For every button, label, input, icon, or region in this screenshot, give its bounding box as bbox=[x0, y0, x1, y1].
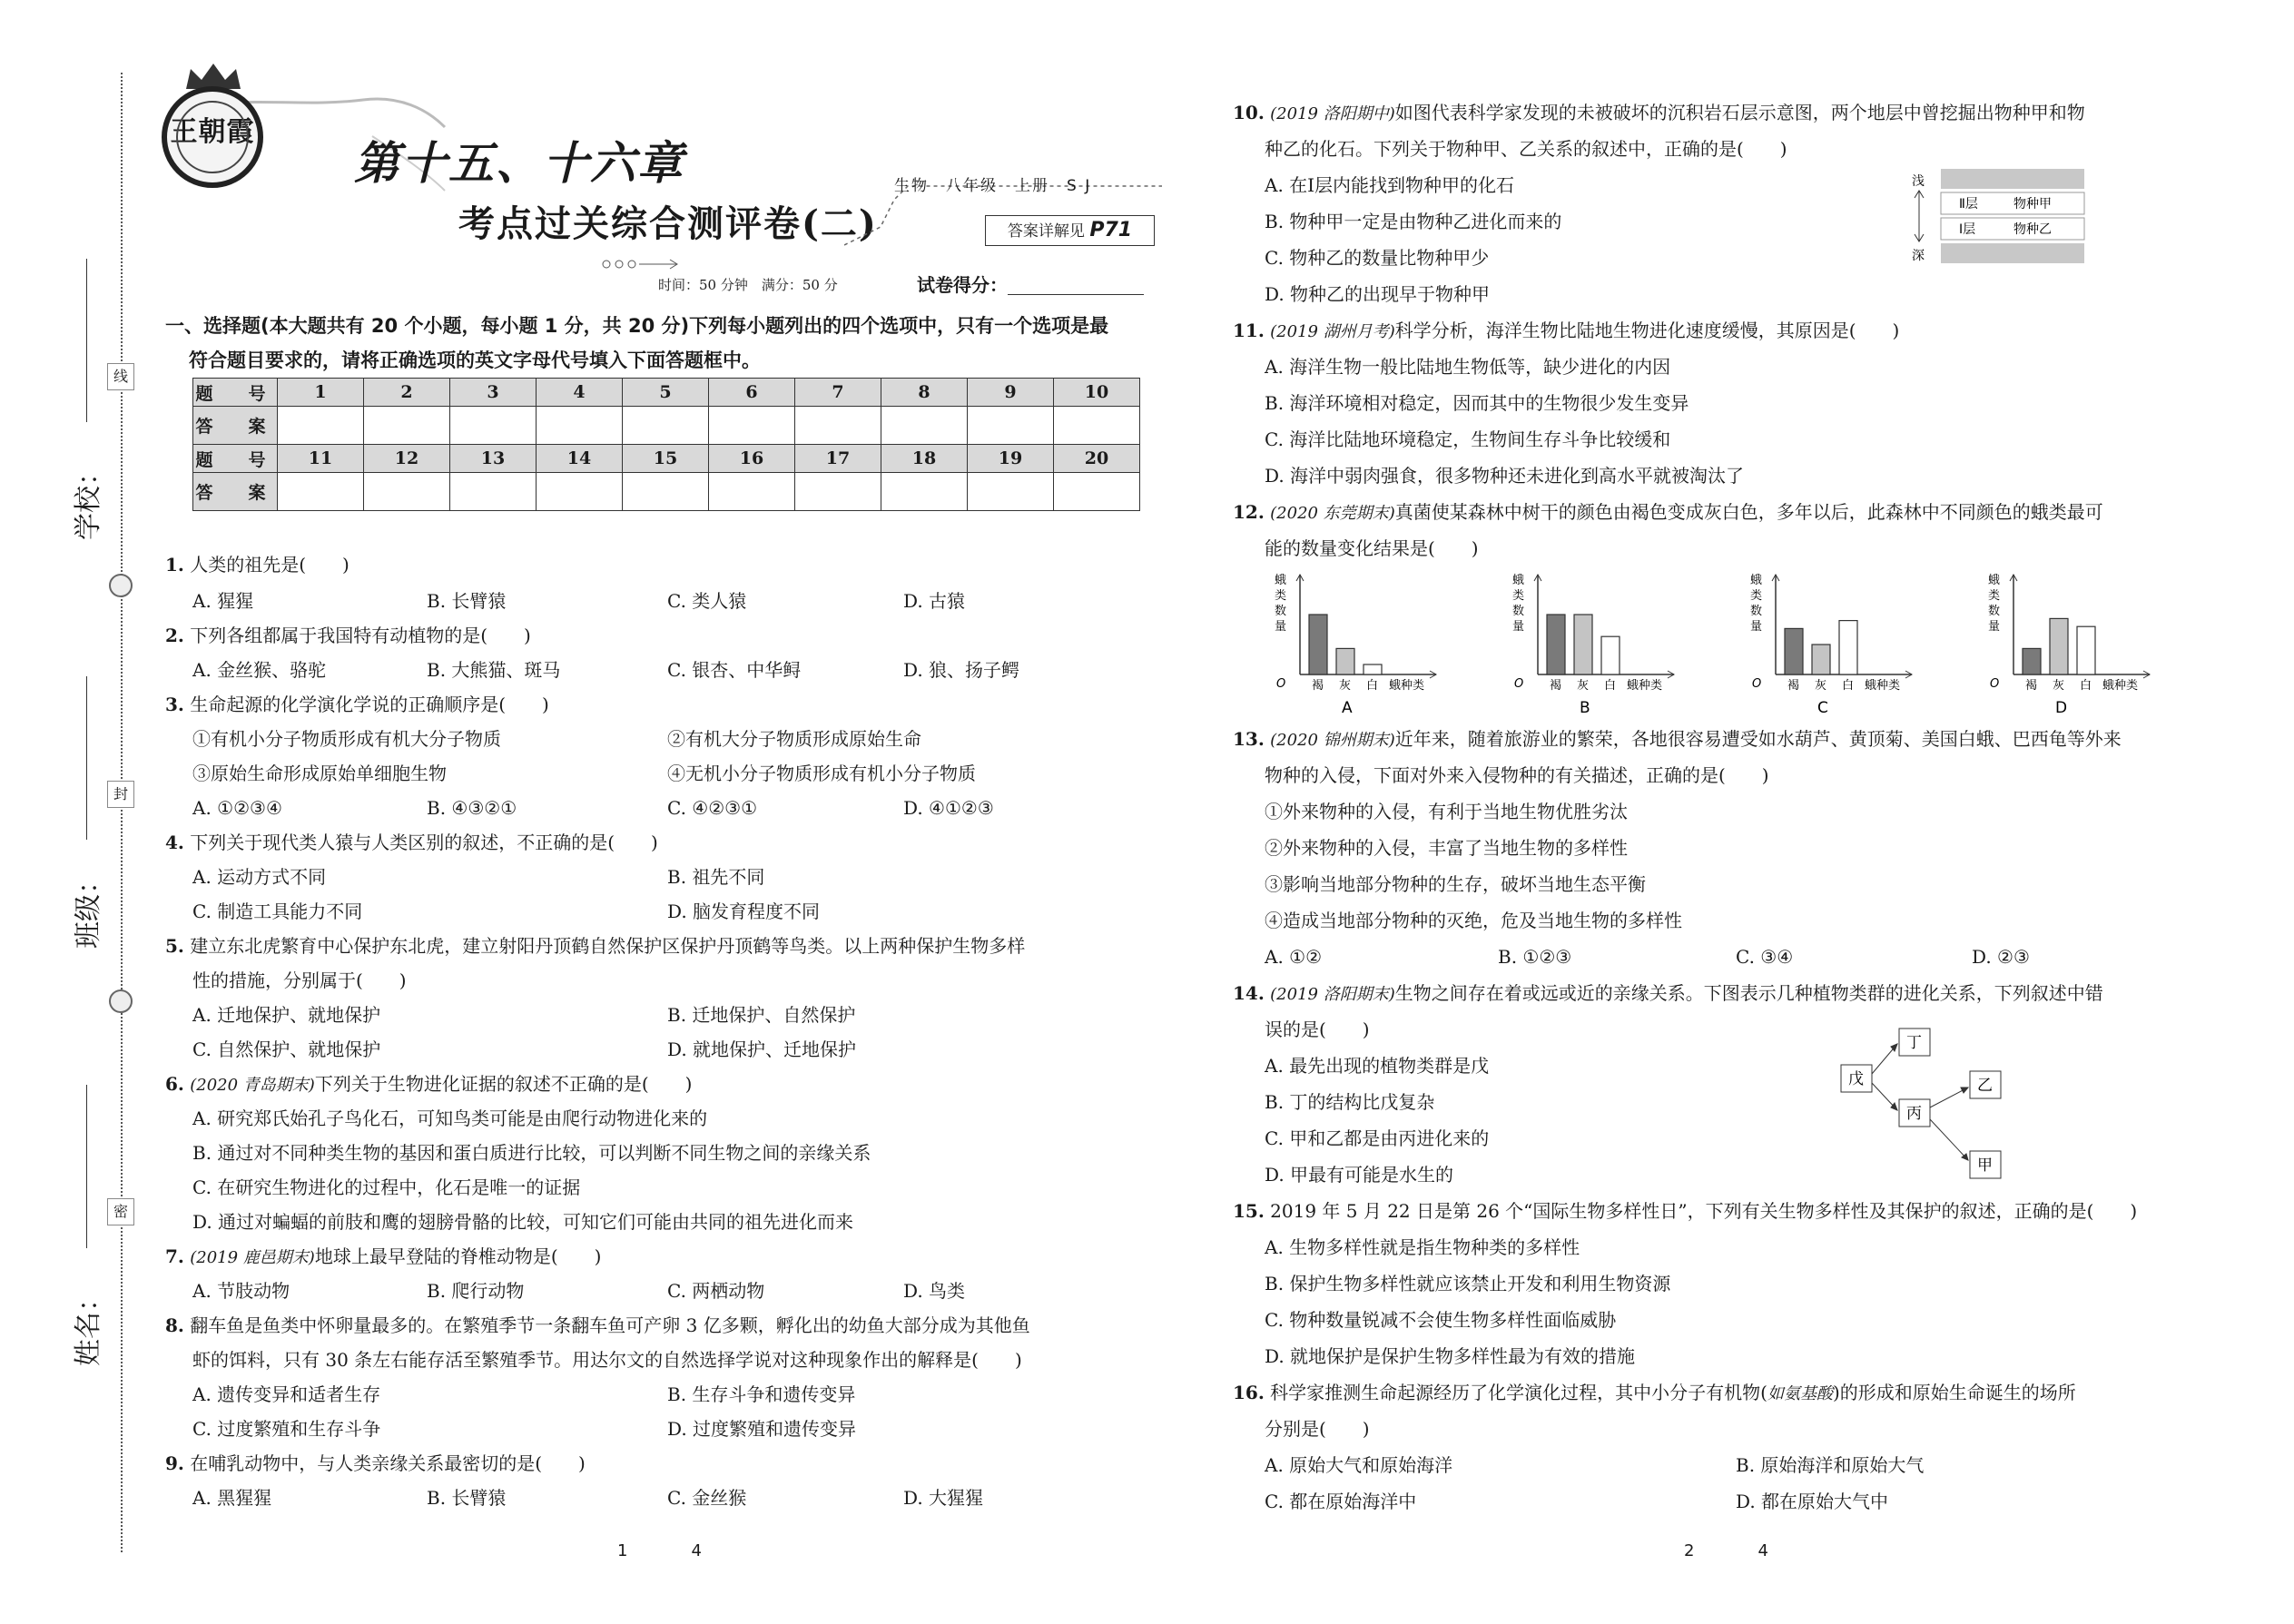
answer-cell[interactable] bbox=[364, 407, 450, 445]
y-axis-label-char: 量 bbox=[1512, 620, 1525, 634]
answer-cell[interactable] bbox=[278, 473, 364, 511]
option[interactable]: A. 原始大气和原始海洋 bbox=[1265, 1454, 1453, 1476]
y-axis-label-char: 数 bbox=[1512, 605, 1525, 618]
x-tick-label: 褐 bbox=[1787, 679, 1800, 693]
x-tick-label: 灰 bbox=[1339, 679, 1352, 693]
question-4 bbox=[165, 830, 658, 855]
question-stem: 地球上最早登陆的脊椎动物是( ) bbox=[314, 1245, 602, 1267]
section-instructions bbox=[165, 309, 1164, 378]
question-stem-cont: 虾的饵料，只有 30 条左右能存活至繁殖季节。用达尔文的自然选择学说对这种现象作出的解释是( ) bbox=[192, 1349, 1022, 1371]
y-axis-label-char: 量 bbox=[1750, 620, 1763, 634]
option[interactable]: D. 就地保护、迁地保护 bbox=[667, 1038, 857, 1060]
question-stem-italic: 如氨基酸 bbox=[1767, 1384, 1833, 1403]
q-number: 19 bbox=[968, 445, 1054, 473]
option[interactable]: D. 通过对蝙蝠的前肢和鹰的翅膀骨骼的比较，可知它们可能由共同的祖先进化而来 bbox=[192, 1211, 854, 1233]
x-axis-label: 蛾种类 bbox=[2102, 679, 2139, 693]
question-number: 16. bbox=[1233, 1382, 1265, 1403]
option[interactable]: A. 遗传变异和适者生存 bbox=[192, 1383, 381, 1405]
question-stem-cont: 分别是( ) bbox=[1265, 1418, 1370, 1440]
option[interactable]: D. 甲最有可能是水生的 bbox=[1265, 1164, 1454, 1186]
question-stem: 在哺乳动物中，与人类亲缘关系最密切的是( ) bbox=[190, 1452, 586, 1474]
option[interactable]: D. 狼、扬子鳄 bbox=[903, 659, 1020, 681]
answer-cell[interactable] bbox=[450, 407, 537, 445]
question-number: 8. bbox=[165, 1314, 184, 1336]
question-source: (2019 洛阳期末) bbox=[1270, 985, 1395, 1004]
option[interactable]: A. ①②③④ bbox=[192, 797, 282, 819]
question-source: (2020 锦州期末) bbox=[1270, 731, 1395, 750]
statement: ①有机小分子物质形成有机大分子物质 bbox=[192, 728, 501, 750]
answer-cell[interactable] bbox=[623, 407, 709, 445]
option[interactable]: B. 迁地保护、自然保护 bbox=[667, 1004, 856, 1026]
node-jia-label: 甲 bbox=[1977, 1156, 1993, 1175]
question-15 bbox=[1233, 1198, 2137, 1224]
binding-char-xian: 线 bbox=[107, 363, 134, 390]
x-tick-label: 白 bbox=[2080, 679, 2092, 693]
option[interactable]: D. 物种乙的出现早于物种甲 bbox=[1265, 283, 1491, 305]
binding-dotted-line bbox=[121, 73, 123, 1552]
question-number: 6. bbox=[165, 1073, 184, 1095]
subject-tagline: 生物 八年级 上册 S J bbox=[894, 177, 1092, 195]
x-axis-label: 蛾种类 bbox=[1389, 679, 1425, 693]
brand-logo bbox=[162, 86, 263, 188]
panel-label: B bbox=[1580, 699, 1590, 717]
option[interactable]: A. 最先出现的植物类群是戊 bbox=[1265, 1055, 1490, 1077]
question-stem: 科学家推测生命起源经历了化学演化过程，其中小分子有机物( bbox=[1270, 1382, 1767, 1403]
option[interactable]: A. 运动方式不同 bbox=[192, 866, 327, 888]
x-tick-label: 褐 bbox=[1312, 679, 1324, 693]
binding-hole-2 bbox=[109, 989, 133, 1013]
q-number: 3 bbox=[450, 379, 537, 407]
question-number: 4. bbox=[165, 832, 184, 853]
instructions-line-1: 一、选择题(本大题共有 20 个小题，每小题 1 分，共 20 分)下列每小题列出的四个选项中，只有一个选项是最 bbox=[165, 315, 1109, 337]
question-number: 12. bbox=[1233, 501, 1265, 523]
x-tick-label: 褐 bbox=[1550, 679, 1562, 693]
depth-arrow-icon bbox=[1915, 191, 1924, 241]
answer-cell[interactable] bbox=[1054, 407, 1140, 445]
option[interactable]: C. 在研究生物进化的过程中，化石是唯一的证据 bbox=[192, 1176, 581, 1198]
question-stem-cont: 种乙的化石。下列关于物种甲、乙关系的叙述中，正确的是( ) bbox=[1265, 138, 1787, 160]
question-stem-cont: 误的是( ) bbox=[1265, 1019, 1370, 1040]
panel-label: D bbox=[2055, 699, 2068, 717]
option[interactable]: B. 海洋环境相对稳定，因而其中的生物很少发生变异 bbox=[1265, 392, 1689, 414]
bar-灰 bbox=[1574, 615, 1592, 674]
x-tick-label: 白 bbox=[1366, 679, 1379, 693]
option[interactable]: B. ①②③ bbox=[1498, 946, 1572, 968]
question-6 bbox=[165, 1071, 692, 1098]
option[interactable]: B. 原始海洋和原始大气 bbox=[1736, 1454, 1925, 1476]
q-number: 8 bbox=[881, 379, 968, 407]
bar-白 bbox=[1839, 621, 1857, 674]
x-axis-label: 蛾种类 bbox=[1865, 679, 1901, 693]
q-number: 9 bbox=[968, 379, 1054, 407]
class-write-line bbox=[86, 676, 87, 840]
question-14 bbox=[1233, 980, 2103, 1008]
question-number: 10. bbox=[1233, 102, 1265, 123]
question-10 bbox=[1233, 100, 2085, 127]
answer-cell[interactable] bbox=[881, 407, 968, 445]
y-axis-label-char: 蛾 bbox=[1275, 574, 1287, 587]
statement: ③影响当地部分物种的生存，破坏当地生态平衡 bbox=[1265, 873, 1646, 895]
x-tick-label: 白 bbox=[1842, 679, 1855, 693]
top-layer bbox=[1941, 169, 2084, 189]
question-stem: 2019 年 5 月 22 日是第 26 个“国际生物多样性日”，下列有关生物多样性及其保护的叙述，正确的是( ) bbox=[1270, 1200, 2138, 1222]
name-write-line bbox=[86, 1085, 87, 1248]
option[interactable]: C. ③④ bbox=[1736, 946, 1794, 968]
q-number: 16 bbox=[709, 445, 795, 473]
option[interactable]: C. 自然保护、就地保护 bbox=[192, 1038, 381, 1060]
option[interactable]: A. 金丝猴、骆驼 bbox=[192, 659, 327, 681]
option[interactable]: C. 银杏、中华鲟 bbox=[667, 659, 802, 681]
option[interactable]: C. 海洋比陆地环境稳定，生物间生存斗争比较缓和 bbox=[1265, 428, 1671, 450]
option[interactable]: D. 过度繁殖和遗传变异 bbox=[667, 1418, 857, 1440]
question-source: (2020 青岛期末) bbox=[190, 1076, 315, 1095]
option[interactable]: D. ②③ bbox=[1972, 946, 2030, 968]
question-stem: 下列关于生物进化证据的叙述不正确的是( ) bbox=[314, 1073, 693, 1095]
question-12 bbox=[1233, 499, 2103, 527]
option[interactable]: C. 物种乙的数量比物种甲少 bbox=[1265, 247, 1490, 269]
question-stem: 生命起源的化学演化学说的正确顺序是( ) bbox=[190, 694, 549, 715]
question-number: 9. bbox=[165, 1452, 184, 1474]
answer-header: 答 案 bbox=[193, 473, 278, 511]
answer-cell[interactable] bbox=[881, 473, 968, 511]
option[interactable]: C. 物种数量锐减不会使生物多样性面临威胁 bbox=[1265, 1309, 1617, 1331]
y-axis-label-char: 类 bbox=[1275, 589, 1287, 603]
y-axis-label-char: 蛾 bbox=[1750, 574, 1763, 587]
question-number: 11. bbox=[1233, 320, 1265, 341]
statement: ④无机小分子物质形成有机小分子物质 bbox=[667, 763, 976, 784]
y-axis-label-char: 量 bbox=[1988, 620, 2001, 634]
x-axis-label: 蛾种类 bbox=[1627, 679, 1663, 693]
option[interactable]: B. 物种甲一定是由物种乙进化而来的 bbox=[1265, 211, 1562, 232]
question-number: 13. bbox=[1233, 728, 1265, 750]
instructions-line-2: 符合题目要求的，请将正确选项的英文字母代号填入下面答题框中。 bbox=[189, 349, 761, 371]
species-a-label: 物种甲 bbox=[2013, 197, 2052, 212]
option[interactable]: B. ④③②① bbox=[427, 797, 517, 819]
bar-灰 bbox=[1812, 645, 1830, 674]
question-7 bbox=[165, 1244, 601, 1271]
question-stem: 建立东北虎繁育中心保护东北虎，建立射阳丹顶鹤自然保护区保护丹顶鹤等鸟类。以上两种保护生物多样 bbox=[190, 935, 1026, 957]
bar-白 bbox=[1601, 636, 1620, 674]
option[interactable]: B. 长臂猿 bbox=[427, 590, 507, 612]
option[interactable]: C. 两栖动物 bbox=[667, 1280, 765, 1302]
binding-char-feng: 封 bbox=[107, 781, 134, 808]
q-number-header: 题 号 bbox=[193, 379, 278, 407]
x-tick-label: 白 bbox=[1604, 679, 1617, 693]
answer-cell[interactable] bbox=[795, 473, 881, 511]
question-number: 2. bbox=[165, 625, 184, 646]
question-3 bbox=[165, 692, 549, 717]
plant-evolution-tree bbox=[1834, 1024, 2043, 1187]
question-number: 15. bbox=[1233, 1200, 1265, 1222]
question-stem-end: )的形成和原始生命诞生的场所 bbox=[1832, 1382, 2076, 1403]
answer-cell[interactable] bbox=[278, 407, 364, 445]
q-number: 18 bbox=[881, 445, 968, 473]
y-axis-label-char: 数 bbox=[1275, 605, 1287, 618]
bottom-layer bbox=[1941, 243, 2084, 263]
y-axis-label-char: 蛾 bbox=[1988, 574, 2001, 587]
answer-cell[interactable] bbox=[364, 473, 450, 511]
option[interactable]: D. 大猩猩 bbox=[903, 1487, 984, 1509]
question-stem-cont: 物种的入侵，下面对外来入侵物种的有关描述，正确的是( ) bbox=[1265, 764, 1769, 786]
statement: ④造成当地部分物种的灭绝，危及当地生物的多样性 bbox=[1265, 910, 1682, 931]
question-9 bbox=[165, 1451, 586, 1476]
chapter-title: 第十五、十六章 bbox=[354, 137, 684, 190]
q-number: 13 bbox=[450, 445, 537, 473]
rock-strata-diagram bbox=[1905, 165, 2086, 272]
score-field[interactable] bbox=[917, 271, 1144, 297]
option[interactable]: D. 脑发育程度不同 bbox=[667, 901, 821, 922]
binding-char-mi: 密 bbox=[107, 1198, 134, 1225]
node-yi-label: 乙 bbox=[1977, 1077, 1993, 1095]
question-number: 3. bbox=[165, 694, 184, 715]
q-number: 20 bbox=[1054, 445, 1140, 473]
answer-ref-prefix: 答案详解见 bbox=[1007, 222, 1085, 241]
option[interactable]: B. 长臂猿 bbox=[427, 1487, 507, 1509]
q-number: 14 bbox=[537, 445, 623, 473]
school-label: 学校： bbox=[73, 458, 104, 540]
question-source: (2019 鹿邑期末) bbox=[190, 1248, 315, 1267]
page-number-right: 2 4 bbox=[1684, 1541, 1768, 1560]
option[interactable]: A. ①② bbox=[1265, 946, 1323, 968]
layer1-label: Ⅰ层 bbox=[1959, 222, 1976, 237]
q-number: 12 bbox=[364, 445, 450, 473]
bar-褐 bbox=[1785, 628, 1803, 674]
option[interactable]: A. 海洋生物一般比陆地生物低等，缺少进化的内因 bbox=[1265, 356, 1671, 378]
bar-灰 bbox=[2050, 618, 2068, 674]
y-axis-label-char: 量 bbox=[1275, 620, 1287, 634]
answer-cell[interactable] bbox=[709, 407, 795, 445]
dot-arrow-decoration bbox=[599, 258, 681, 271]
question-stem: 生物之间存在着或远或近的亲缘关系。下图表示几种植物类群的进化关系，下列叙述中错 bbox=[1394, 982, 2103, 1004]
x-tick-label: 灰 bbox=[2053, 679, 2065, 693]
q-number: 10 bbox=[1054, 379, 1140, 407]
q-number: 5 bbox=[623, 379, 709, 407]
class-label: 班级： bbox=[73, 867, 104, 949]
question-stem: 真菌使某森林中树干的颜色由褐色变成灰白色，多年以后，此森林中不同颜色的蛾类最可 bbox=[1394, 501, 2103, 523]
x-tick-label: 褐 bbox=[2025, 679, 2038, 693]
question-stem: 科学分析，海洋生物比陆地生物进化速度缓慢，其原因是( ) bbox=[1394, 320, 1900, 341]
option[interactable]: B. 生存斗争和遗传变异 bbox=[667, 1383, 856, 1405]
name-label: 姓名： bbox=[73, 1284, 104, 1366]
bar-白 bbox=[1364, 664, 1382, 674]
bar-褐 bbox=[1547, 615, 1565, 674]
option[interactable]: B. 保护生物多样性就应该禁止开发和利用生物资源 bbox=[1265, 1273, 1671, 1294]
question-2 bbox=[165, 623, 531, 648]
option[interactable]: D. 古猿 bbox=[903, 590, 966, 612]
option[interactable]: B. 祖先不同 bbox=[667, 866, 765, 888]
question-number: 7. bbox=[165, 1245, 184, 1267]
question-number: 5. bbox=[165, 935, 184, 957]
option[interactable]: B. 丁的结构比戊复杂 bbox=[1265, 1091, 1435, 1113]
statement: ②有机大分子物质形成原始生命 bbox=[667, 728, 921, 750]
option[interactable]: D. 海洋中弱肉强食，很多物种还未进化到高水平就被淘汰了 bbox=[1265, 465, 1745, 487]
question-stem: 下列各组都属于我国特有动植物的是( ) bbox=[190, 625, 531, 646]
bar-白 bbox=[2077, 626, 2095, 674]
question-stem: 下列关于现代类人猿与人类区别的叙述，不正确的是( ) bbox=[190, 832, 658, 853]
question-stem-cont: 能的数量变化结果是( ) bbox=[1265, 537, 1479, 559]
option[interactable]: D. 就地保护是保护生物多样性最为有效的措施 bbox=[1265, 1345, 1636, 1367]
option[interactable]: D. ④①②③ bbox=[903, 797, 994, 819]
option[interactable]: A. 节肢动物 bbox=[192, 1280, 290, 1302]
option[interactable]: A. 生物多样性就是指生物种类的多样性 bbox=[1265, 1236, 1580, 1258]
binding-hole-1 bbox=[109, 574, 133, 597]
question-13 bbox=[1233, 726, 2122, 753]
option[interactable]: A. 黑猩猩 bbox=[192, 1487, 272, 1509]
question-stem: 近年来，随着旅游业的繁荣，各地很容易遭受如水葫芦、黄顶菊、美国白蛾、巴西龟等外来 bbox=[1394, 728, 2122, 750]
answer-cell[interactable] bbox=[537, 407, 623, 445]
q-number: 17 bbox=[795, 445, 881, 473]
school-write-line bbox=[86, 259, 87, 422]
node-ding-label: 丁 bbox=[1906, 1034, 1922, 1052]
answer-cell[interactable] bbox=[968, 473, 1054, 511]
question-11 bbox=[1233, 318, 1899, 345]
question-5 bbox=[165, 933, 1025, 959]
y-axis-label-char: 类 bbox=[1512, 589, 1525, 603]
bar-褐 bbox=[1309, 615, 1327, 674]
statement: ②外来物种的入侵，丰富了当地生物的多样性 bbox=[1265, 837, 1628, 859]
option[interactable]: C. 制造工具能力不同 bbox=[192, 901, 363, 922]
option[interactable]: C. 都在原始海洋中 bbox=[1265, 1491, 1417, 1512]
question-8 bbox=[165, 1313, 1030, 1338]
statement: ③原始生命形成原始单细胞生物 bbox=[192, 763, 447, 784]
x-tick-label: 灰 bbox=[1815, 679, 1827, 693]
layer2-label: Ⅱ层 bbox=[1959, 197, 1978, 212]
q-number-header: 题 号 bbox=[193, 445, 278, 473]
q-number: 4 bbox=[537, 379, 623, 407]
q-number: 1 bbox=[278, 379, 364, 407]
deep-label: 深 bbox=[1912, 249, 1925, 263]
option[interactable]: D. 鸟类 bbox=[903, 1280, 966, 1302]
answer-cell[interactable] bbox=[623, 473, 709, 511]
species-b-label: 物种乙 bbox=[2013, 222, 2052, 237]
logo-text: 王朝霞 bbox=[170, 116, 255, 148]
bar-褐 bbox=[2023, 648, 2041, 674]
question-number: 14. bbox=[1233, 982, 1265, 1004]
time-info: 时间：50 分钟 满分：50 分 bbox=[658, 277, 838, 293]
question-stem: 翻车鱼是鱼类中怀卵量最多的。在繁殖季节一条翻车鱼可产卵 3 亿多颗，孵化出的幼鱼大部分成为其他鱼 bbox=[190, 1314, 1030, 1336]
option[interactable]: A. 迁地保护、就地保护 bbox=[192, 1004, 381, 1026]
option[interactable]: C. 金丝猴 bbox=[667, 1487, 747, 1509]
answer-cell[interactable] bbox=[709, 473, 795, 511]
statement: ①外来物种的入侵，有利于当地生物优胜劣汰 bbox=[1265, 801, 1628, 822]
option[interactable]: A. 研究郑氏始孔子鸟化石，可知鸟类可能是由爬行动物进化来的 bbox=[192, 1107, 708, 1129]
option[interactable]: D. 都在原始大气中 bbox=[1736, 1491, 1889, 1512]
answer-cell[interactable] bbox=[1054, 473, 1140, 511]
question-stem: 如图代表科学家发现的未被破坏的沉积岩石层示意图，两个地层中曾挖掘出物种甲和物 bbox=[1394, 102, 2085, 123]
q-number: 7 bbox=[795, 379, 881, 407]
option[interactable]: C. 甲和乙都是由丙进化来的 bbox=[1265, 1127, 1490, 1149]
q-number: 11 bbox=[278, 445, 364, 473]
q-number: 2 bbox=[364, 379, 450, 407]
origin-label: O bbox=[1990, 677, 2000, 691]
answer-cell[interactable] bbox=[450, 473, 537, 511]
answer-reference-box bbox=[985, 215, 1155, 246]
option[interactable]: C. 类人猿 bbox=[667, 590, 747, 612]
panel-label: C bbox=[1817, 699, 1828, 717]
question-source: (2019 洛阳期中) bbox=[1270, 104, 1395, 123]
answer-ref-page: P71 bbox=[1089, 219, 1133, 241]
question-stem: 人类的祖先是( ) bbox=[190, 554, 350, 576]
bar-灰 bbox=[1336, 648, 1354, 674]
option[interactable]: C. ④②③① bbox=[667, 797, 758, 819]
option[interactable]: C. 过度繁殖和生存斗争 bbox=[192, 1418, 381, 1440]
y-axis-label-char: 数 bbox=[1750, 605, 1763, 618]
question-1 bbox=[165, 552, 350, 577]
answer-cell[interactable] bbox=[537, 473, 623, 511]
question-source: (2020 东莞期末) bbox=[1270, 504, 1395, 523]
q-number: 6 bbox=[709, 379, 795, 407]
option[interactable]: A. 猩猩 bbox=[192, 590, 254, 612]
y-axis-label-char: 类 bbox=[1750, 589, 1763, 603]
option[interactable]: B. 大熊猫、斑马 bbox=[427, 659, 561, 681]
origin-label: O bbox=[1514, 677, 1524, 691]
origin-label: O bbox=[1752, 677, 1762, 691]
origin-label: O bbox=[1276, 677, 1286, 691]
option[interactable]: B. 爬行动物 bbox=[427, 1280, 525, 1302]
x-tick-label: 灰 bbox=[1577, 679, 1590, 693]
y-axis-label-char: 类 bbox=[1988, 589, 2001, 603]
question-16 bbox=[1233, 1380, 2076, 1407]
score-label: 试卷得分： bbox=[917, 274, 1008, 296]
answer-cell[interactable] bbox=[795, 407, 881, 445]
option[interactable]: B. 通过对不同种类生物的基因和蛋白质进行比较，可以判断不同生物之间的亲缘关系 bbox=[192, 1142, 871, 1164]
question-number: 1. bbox=[165, 554, 184, 576]
page-number-left: 1 4 bbox=[617, 1541, 702, 1560]
y-axis-label-char: 蛾 bbox=[1512, 574, 1525, 587]
shallow-label: 浅 bbox=[1912, 174, 1925, 189]
answer-cell[interactable] bbox=[968, 407, 1054, 445]
panel-label: A bbox=[1342, 699, 1353, 717]
question-source: (2019 湖州月考) bbox=[1270, 322, 1395, 341]
node-wu-label: 戊 bbox=[1848, 1070, 1864, 1088]
exam-title: 考点过关综合测评卷(二) bbox=[458, 202, 878, 245]
node-bing-label: 丙 bbox=[1906, 1105, 1922, 1123]
y-axis-label-char: 数 bbox=[1988, 605, 2001, 618]
moth-bar-charts bbox=[1262, 567, 2170, 717]
answer-header: 答 案 bbox=[193, 407, 278, 445]
question-stem-cont: 性的措施，分别属于( ) bbox=[192, 969, 407, 991]
option[interactable]: A. 在Ⅰ层内能找到物种甲的化石 bbox=[1265, 174, 1515, 196]
q-number: 15 bbox=[623, 445, 709, 473]
answer-grid bbox=[192, 378, 1140, 511]
